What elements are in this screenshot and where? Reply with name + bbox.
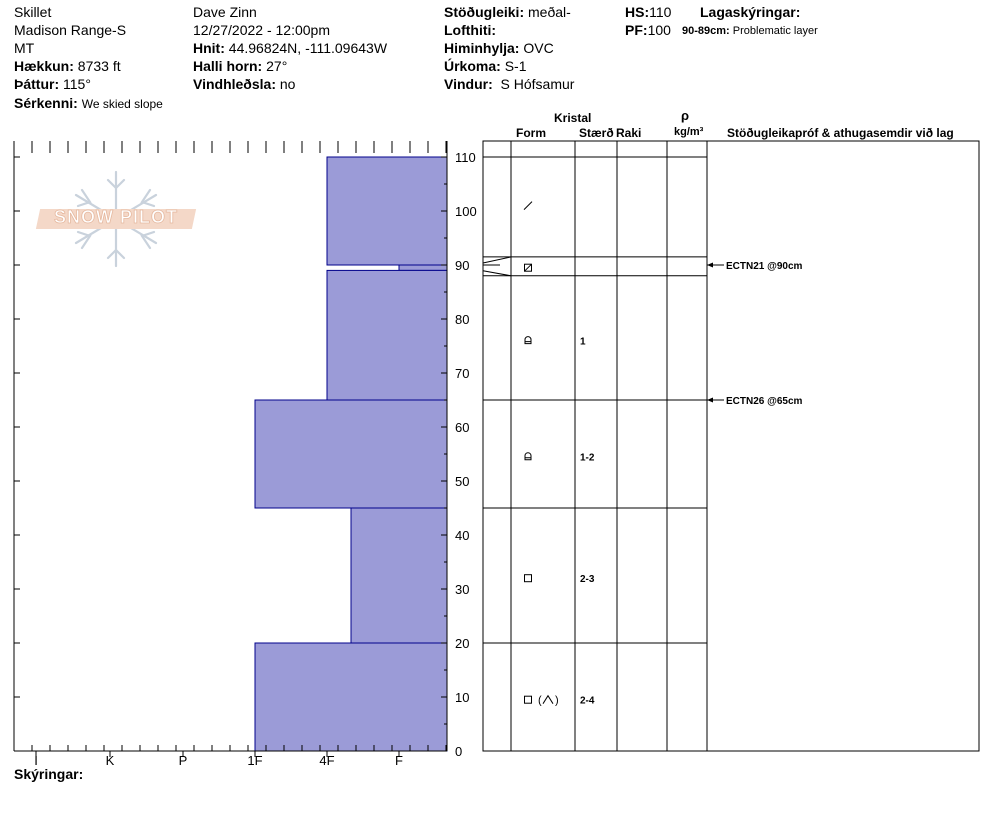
features-label: Sérkenni: xyxy=(14,95,78,111)
y-tick-label: 0 xyxy=(455,744,463,759)
svg-text:(: ( xyxy=(538,694,542,707)
facets-symbol-icon xyxy=(525,575,532,582)
svg-text:): ) xyxy=(555,694,559,707)
range-name: Madison Range-S xyxy=(14,22,127,38)
logo-text: SNOW PILOT xyxy=(54,207,178,227)
y-tick-label: 50 xyxy=(455,474,470,489)
hardness-tick-label: F xyxy=(395,753,403,768)
y-tick-label: 70 xyxy=(455,366,470,381)
hardness-bar xyxy=(327,270,447,400)
y-tick-label: 20 xyxy=(455,636,470,651)
rounds-symbol-icon xyxy=(525,337,531,344)
elevation-value: 8733 ft xyxy=(77,58,121,74)
stability-value: meðal- xyxy=(528,4,571,20)
y-tick-label: 90 xyxy=(455,258,470,273)
stability-label: Stöðugleiki: xyxy=(444,4,525,20)
aspect-value: 115° xyxy=(63,76,91,92)
stability-test-label: ECTN21 @90cm xyxy=(726,261,803,272)
hardness-tick-label: P xyxy=(178,753,188,768)
size-header: Stærð xyxy=(579,126,614,140)
y-tick-label: 60 xyxy=(455,420,470,435)
y-tick-label: 100 xyxy=(455,204,477,219)
coords-value: 44.96824N, -111.09643W xyxy=(228,40,388,56)
stability-test-label: ECTN26 @65cm xyxy=(726,396,803,407)
surface-hoar-symbol-icon xyxy=(525,264,532,271)
rho-header: ρ xyxy=(681,108,690,123)
hardness-bar xyxy=(255,643,447,751)
density-unit-header: kg/m³ xyxy=(674,126,704,138)
elevation-label: Hækkun: xyxy=(14,58,74,74)
layer-note-depth: 90-89cm: xyxy=(682,25,730,37)
table-frame xyxy=(483,141,979,751)
sky-label: Himinhylja: xyxy=(444,40,520,56)
y-tick-label: 40 xyxy=(455,528,470,543)
layer-note-text: Problematic layer xyxy=(732,25,818,37)
grain-size-label: 2-3 xyxy=(580,574,595,586)
wind-value: S Hófsamur xyxy=(500,76,575,92)
grain-size-label: 2-4 xyxy=(580,695,595,707)
test-arrow-icon xyxy=(707,263,713,268)
hardness-bar xyxy=(351,508,447,643)
features-value: We skied slope xyxy=(81,97,163,111)
precip-label: Úrkoma: xyxy=(444,58,501,74)
y-tick-label: 10 xyxy=(455,690,470,705)
y-tick-label: 30 xyxy=(455,582,470,597)
observer-name: Dave Zinn xyxy=(193,4,257,20)
layer-connector xyxy=(483,257,511,263)
form-header: Form xyxy=(516,126,546,140)
layer-connector xyxy=(483,271,511,276)
precip-value: S-1 xyxy=(504,58,527,74)
rounds-symbol-icon xyxy=(525,453,531,460)
hs-label: HS: xyxy=(625,4,650,20)
slope-label: Halli horn: xyxy=(193,58,263,74)
hardness-tick-label: I xyxy=(34,753,38,768)
legend-label: Skýringar: xyxy=(14,766,84,782)
location-name: Skillet xyxy=(14,4,52,20)
sky-value: OVC xyxy=(523,40,554,56)
facets-depth-hoar-symbol-icon xyxy=(525,695,559,707)
test-arrow-icon xyxy=(707,398,713,403)
hardness-bar xyxy=(327,157,447,265)
decomposing-symbol-icon xyxy=(524,202,532,210)
crystal-header: Kristal xyxy=(554,111,592,125)
hardness-tick-label: 1F xyxy=(247,753,263,768)
pf-value: 100 xyxy=(647,22,671,38)
air-temp-label: Lofthiti: xyxy=(444,22,497,38)
layer-notes-label: Lagaskýringar: xyxy=(700,4,801,20)
hardness-tick-label: 4F xyxy=(319,753,335,768)
y-tick-label: 110 xyxy=(455,150,476,165)
tests-header: Stöðugleikapróf & athugasemdir við lag xyxy=(727,126,954,140)
hs-value: 110 xyxy=(649,4,672,20)
hardness-bar xyxy=(255,400,447,508)
state-name: MT xyxy=(14,40,35,56)
wind-loading-label: Vindhleðsla: xyxy=(193,76,276,92)
hardness-tick-label: K xyxy=(105,753,115,768)
wind-loading-value: no xyxy=(279,76,296,92)
pf-label: PF: xyxy=(625,22,648,38)
grain-size-label: 1 xyxy=(580,336,586,348)
observation-datetime: 12/27/2022 - 12:00pm xyxy=(193,22,330,38)
y-tick-label: 80 xyxy=(455,312,470,327)
hardness-bar xyxy=(399,265,447,270)
aspect-label: Þáttur: xyxy=(14,76,60,92)
wind-label: Vindur: xyxy=(444,76,493,92)
grain-size-label: 1-2 xyxy=(580,452,595,464)
slope-value: 27° xyxy=(266,58,288,74)
moisture-header: Raki xyxy=(616,126,642,140)
coords-label: Hnit: xyxy=(193,40,225,56)
